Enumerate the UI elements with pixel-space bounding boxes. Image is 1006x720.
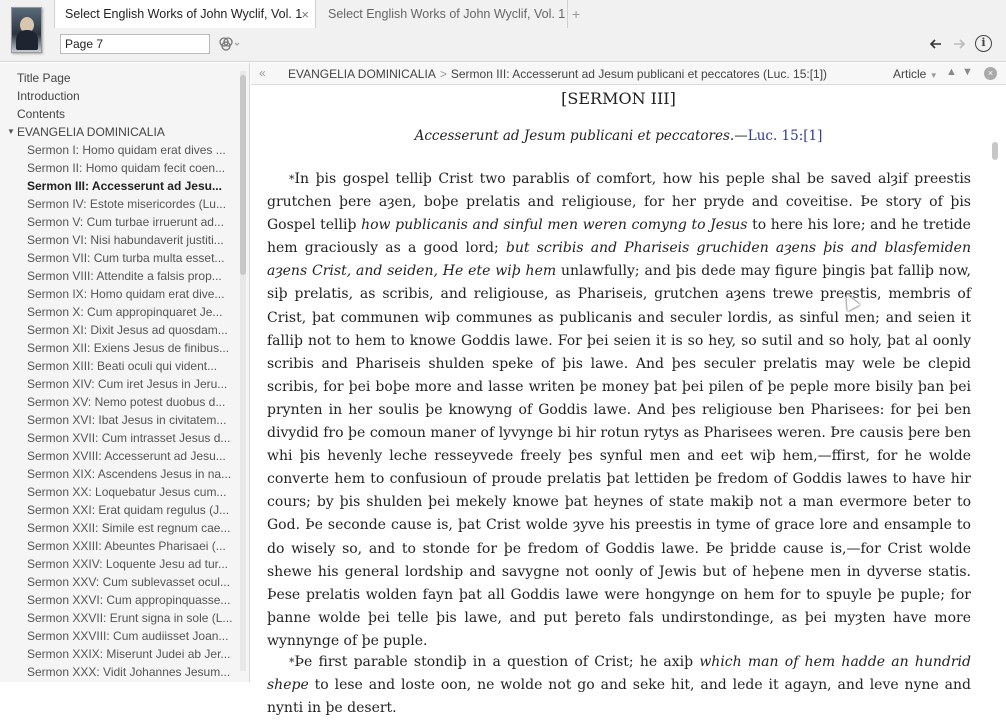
text-run: In þis gospel telliþ Crist two parablis of comfort, how his peple shal be saved alȝif preestis grutchen þere aȝen, boþe prelatis and religiouse, for her pryde and coveitise. Þe story of þis Gospel telliþ <box>267 171 971 234</box>
sermon-subtitle <box>251 128 986 144</box>
expand-triangle-icon[interactable]: ▼ <box>7 127 15 136</box>
tab-label: Select English Works of John Wyclif, Vol. 1 <box>328 7 566 21</box>
new-tab-button[interactable]: + <box>572 6 581 22</box>
toc-section-label: EVANGELIA DOMINICALIA <box>17 125 165 139</box>
toc-item[interactable]: Sermon XXV: Cum sublevasset ocul... <box>27 575 230 589</box>
book-cover-thumbnail[interactable] <box>11 7 42 53</box>
linked-rings-icon[interactable] <box>218 37 240 54</box>
view-mode-select[interactable] <box>893 67 938 81</box>
toc-item[interactable]: Sermon XII: Exiens Jesus de finibus... <box>27 341 230 355</box>
reader-header <box>251 63 1006 85</box>
note-marker[interactable]: * <box>289 656 295 669</box>
breadcrumb <box>288 67 827 81</box>
toc-item[interactable]: Introduction <box>17 89 80 103</box>
arrow-left-icon[interactable] <box>930 37 942 52</box>
arrow-down-icon[interactable]: ▼ <box>962 66 973 78</box>
toc-section-evangelia[interactable] <box>0 123 238 141</box>
tab-label: Select English Works of John Wyclif, Vol. 1 <box>65 7 303 21</box>
toc-item[interactable]: Sermon XX: Loquebatur Jesus cum... <box>27 485 227 499</box>
page-title: [SERMON III] <box>561 89 676 108</box>
sidebar-scrollbar-thumb[interactable] <box>240 75 246 275</box>
toc-item[interactable]: Sermon XV: Nemo potest duobus d... <box>27 395 226 409</box>
tab-close-icon[interactable]: × <box>301 7 309 22</box>
toc-item[interactable]: Sermon XIX: Ascendens Jesus in na... <box>27 467 232 481</box>
breadcrumb-separator: > <box>439 67 447 81</box>
toc-item[interactable]: Sermon IX: Homo quidam erat dive... <box>27 287 225 301</box>
toc-item[interactable]: Sermon XXIV: Loquente Jesu ad tur... <box>27 557 229 571</box>
toc-item[interactable]: Sermon V: Cum turbae irruerunt ad... <box>27 215 224 229</box>
info-button[interactable]: i <box>975 35 992 52</box>
toc-item[interactable]: Sermon XIV: Cum iret Jesus in Jeru... <box>27 377 228 391</box>
text-run: unlawfully; and þis dede may figure þingis þat falliþ now, siþ prelatis, as scribis, and religiouse, as Phariseis, grutchen aȝens trewe preestis, membris of Crist, þat communen wiþ communes as publicanis and seculer lordis, as sinful men; and seien it falliþ not to hem to knowe Goddis lawe. For þei seien it is so hey, so sutil and so holy, þat al oonly scribis and Phariseis shulden speke of þis lawe. And þes seculer prelatis may wele be clepid scribis, for þei boþe more and lasse writen þe money þat þei pilen of þe peple more bisily þan þei prynten in her soulis þe knowyng of Goddis lawe. And þes religiouse ben Pharisees: for þei ben divydid fro þe comoun maner of lyvynge bi hir rotun rytys as Pharisees weren. Þre causis þere ben whi þis hevenly leche resseyvede freely þes synful men and eet wiþ hem,—ffirst, for he wolde converte hem to confusioun of proude prelatis þat lettiden þe fredom of Goddis lawes to have hir cours; by þis shulden þei mekely knowe þat heynes of state makiþ not a man evermore beter to God. Þe seconde cause is, þat Crist wolde ȝyve his preestis in tyme of grace lore and ensample to do wisely so, and to stonde for þe fredom of Goddis lawe. Þe þridde cause is,—for Crist wolde shewe his general lordship and savygne not oonly of Jewis but of heþene men in dyverse statis. Þese prelatis wolden fayn þat all Goddis lawe were hongynge on hem for to spuyle þe puple; for þanne wolde þei telle þis lawe, and put þereto fals undirstondinge, as þei myȝten have more wynnynge of þe puple. <box>267 263 972 649</box>
close-icon[interactable]: × <box>984 67 997 80</box>
content-scrollbar-thumb[interactable] <box>992 142 998 160</box>
toc-item[interactable]: Sermon VII: Cum turba multa esset... <box>27 251 225 265</box>
toc-item[interactable]: Sermon II: Homo quidam fecit coen... <box>27 161 226 175</box>
text-run: Þe first parable stondiþ in a question of Crist; he axiþ <box>294 654 700 670</box>
toc-item[interactable]: Sermon VIII: Attendite a falsis prop... <box>27 269 222 283</box>
toc-item[interactable]: Sermon XXX: Vidit Johannes Jesum... <box>27 665 231 679</box>
page-input[interactable] <box>60 34 210 54</box>
italic-quote: but scribis and Phariseis gruchiden aȝens þis and blasfemiden aȝens Crist, and seiden, He ete wiþ hem <box>267 240 971 280</box>
text-run: to lese and loste oon, ne wolde not go and seke hit, and lede it agayn, and leve nyne and nynti in þe desert. <box>267 677 971 717</box>
toc-item[interactable]: Title Page <box>17 71 71 85</box>
toc-item[interactable]: Sermon XXIII: Abeuntes Pharisaei (... <box>27 539 226 553</box>
toc-item[interactable]: Sermon XIII: Beati oculi qui vident... <box>27 359 218 373</box>
portrait-robe <box>16 30 38 50</box>
note-marker[interactable]: * <box>289 173 295 186</box>
tab-active[interactable] <box>54 0 316 28</box>
paragraph <box>267 168 971 653</box>
toc-item[interactable]: Sermon XXVI: Cum appropinquasse... <box>27 593 231 607</box>
paragraph <box>267 651 971 720</box>
text-run: to here his lore; and he tretide hem graciously as a good lord; <box>267 217 971 257</box>
toc-tree <box>0 69 238 681</box>
toc-item[interactable]: Sermon XVIII: Accesserunt ad Jesu... <box>27 449 226 463</box>
toc-item[interactable]: Sermon XXII: Simile est regnum cae... <box>27 521 231 535</box>
toc-item[interactable]: Sermon XXI: Erat quidam regulus (J... <box>27 503 230 517</box>
toc-item[interactable]: Sermon XXVII: Erunt signa in sole (L... <box>27 611 233 625</box>
italic-quote: how publicanis and sinful men weren comyng to Jesus <box>361 217 748 234</box>
toc-item[interactable]: Sermon XXVIII: Cum audiisset Joan... <box>27 629 229 643</box>
arrow-up-icon[interactable]: ▲ <box>946 66 957 78</box>
arrow-right-icon[interactable] <box>953 37 965 52</box>
top-toolbar <box>0 0 1006 62</box>
collapse-sidebar-icon[interactable]: « <box>259 66 266 80</box>
toc-item[interactable]: Sermon IV: Estote misericordes (Lu... <box>27 197 226 211</box>
toc-item[interactable]: Sermon XI: Dixit Jesus ad quosdam... <box>27 323 228 337</box>
subtitle-text: Accesserunt ad Jesum publicani et peccatores.— <box>414 128 748 144</box>
toc-item[interactable]: Sermon XVI: Ibat Jesus in civitatem... <box>27 413 227 427</box>
chevron-down-icon: ▼ <box>929 71 938 80</box>
toc-item[interactable]: Contents <box>17 107 66 121</box>
toc-item[interactable]: Sermon I: Homo quidam erat dives ... <box>27 143 226 157</box>
scripture-reference-link[interactable]: Luc. 15:[1] <box>747 128 823 144</box>
toc-item[interactable]: Sermon XVII: Cum intrasset Jesus d... <box>27 431 231 445</box>
table-of-contents-panel <box>0 63 250 682</box>
toc-item[interactable]: Sermon III: Accesserunt ad Jesu... <box>27 179 222 193</box>
tab-inactive[interactable] <box>318 0 568 28</box>
breadcrumb-current[interactable]: Sermon III: Accesserunt ad Jesum publicani et peccatores (Luc. 15:[1]) <box>450 67 828 81</box>
view-mode-label: Article <box>893 67 927 81</box>
breadcrumb-section[interactable]: EVANGELIA DOMINICALIA <box>288 67 436 81</box>
toc-item[interactable]: Sermon XXIX: Miserunt Judei ab Jer... <box>27 647 231 661</box>
toc-item[interactable]: Sermon VI: Nisi habundaverit justiti... <box>27 233 224 247</box>
italic-quote: which man of hem hadde an hundrid shepe <box>267 654 971 694</box>
document-content <box>251 86 991 717</box>
toc-item[interactable]: Sermon X: Cum appropinquaret Je... <box>27 305 223 319</box>
